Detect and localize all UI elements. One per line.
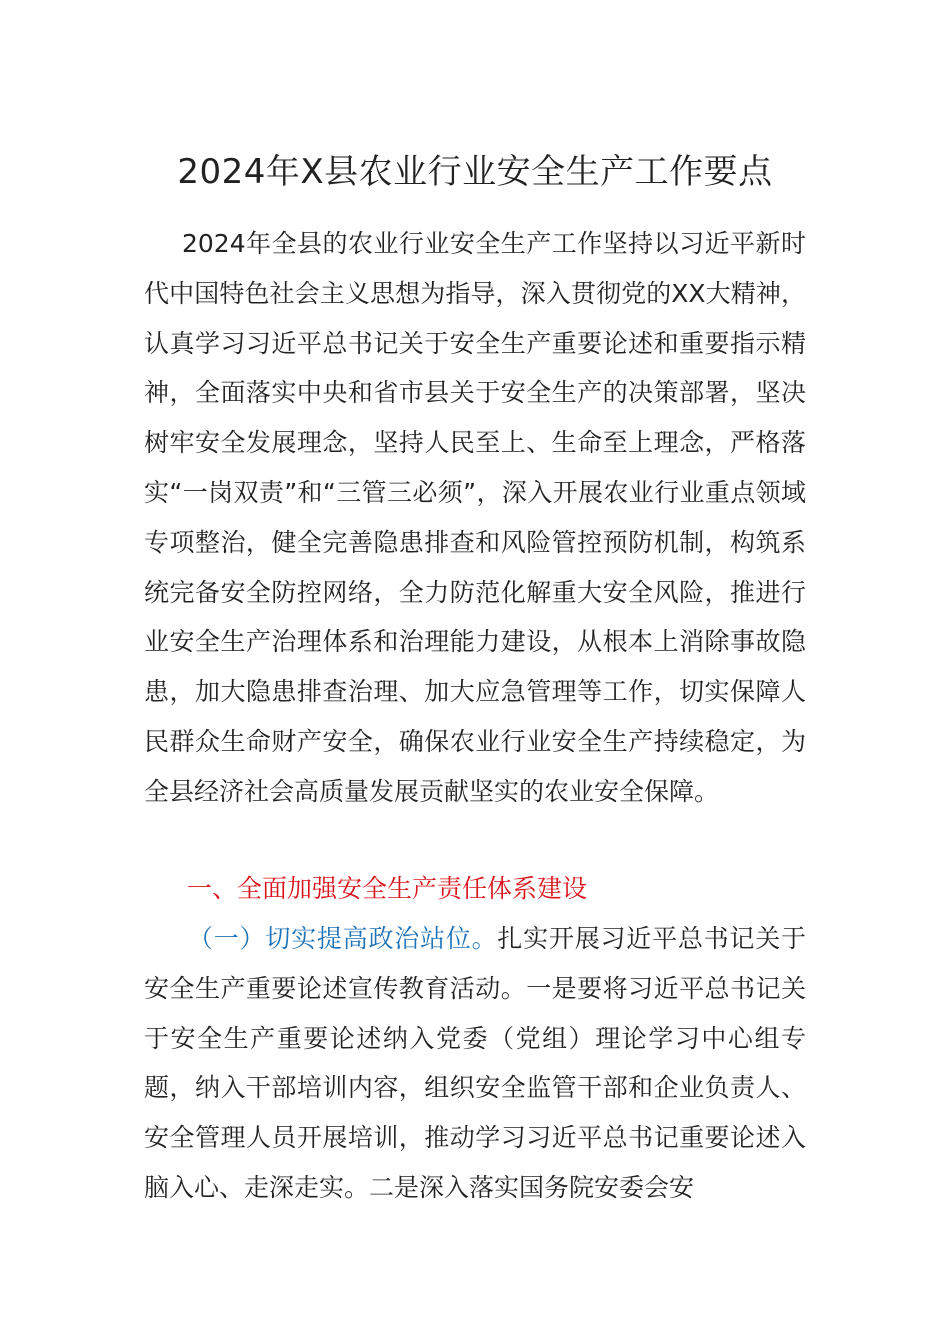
intro-paragraph: 2024年全县的农业行业安全生产工作坚持以习近平新时代中国特色社会主义思想为指导，深入贯彻党的XX大精神，认真学习习近平总书记关于安全生产重要论述和重要指示精神，全面落实中央和省市县关于安全生产的决策部署，坚决树牢安全发展理念，坚持人民至上、生命至上理念，严格落实“一岗双责”和“三管三必须”，深入开展农业行业重点领域专项整治，健全完善隐患排查和风险管控预防机制，构筑系统完备安全防控网络，全力防范化解重大安全风险，推进行业安全生产治理体系和治理能力建设，从根本上消除事故隐患，加大隐患排查治理、加大应急管理等工作，切实保障人民群众生命财产安全，确保农业行业安全生产持续稳定，为全县经济社会高质量发展贡献坚实的农业安全保障。 (144, 229, 806, 806)
document-title: 2024年X县农业行业安全生产工作要点 (177, 152, 773, 192)
subsection-text-1: 扎实开展习近平总书记关于安全生产重要论述宣传教育活动。一是要将习近平总书记关于安全生产重要论述纳入党委（党组）理论学习中心组专题，纳入干部培训内容，组织安全监管干部和企业负责人、安全管理人员开展培训，推动学习习近平总书记重要论述入脑入心、走深走实。二是深入落实国务院安委会安 (144, 924, 806, 1202)
subsection-heading-1: （一）切实提高政治站位。 (188, 924, 498, 953)
subsection-paragraph-1 (144, 914, 806, 1213)
section-heading-1: 一、全面加强安全生产责任体系建设 (187, 874, 588, 903)
